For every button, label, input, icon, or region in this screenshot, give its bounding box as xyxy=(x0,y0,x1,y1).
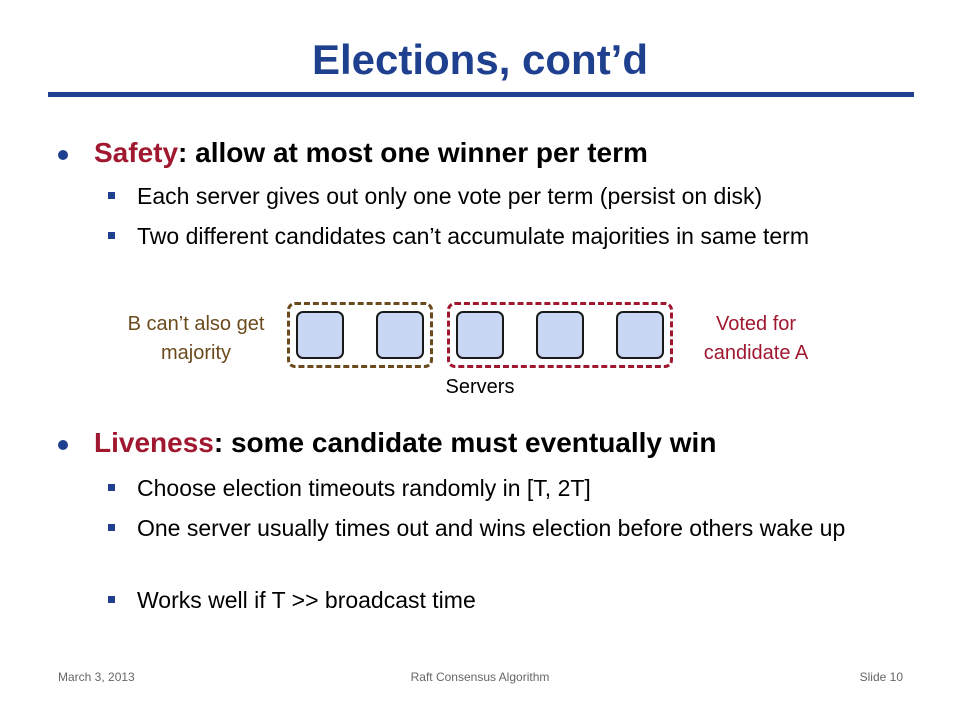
slide-title: Elections, cont’d xyxy=(311,36,649,83)
safety-subpoint xyxy=(108,180,888,212)
server-box xyxy=(616,311,664,359)
liveness-statement: : some candidate must eventually win xyxy=(213,427,717,458)
right-group-label: Voted for candidate A xyxy=(703,313,809,364)
square-bullet-icon xyxy=(108,596,115,603)
server-box xyxy=(296,311,344,359)
server-box xyxy=(376,311,424,359)
liveness-subpoint-text: One server usually times out and wins election before others wake up xyxy=(137,515,846,541)
liveness-subpoint-text: Choose election timeouts randomly in [T, 2T] xyxy=(137,475,591,501)
bullet-dot-icon xyxy=(58,150,68,160)
liveness-keyword: Liveness xyxy=(94,427,214,458)
safety-subpoint-text: Two different candidates can’t accumulate majorities in same term xyxy=(137,223,809,249)
liveness-subpoint xyxy=(108,584,888,616)
square-bullet-icon xyxy=(108,484,115,491)
square-bullet-icon xyxy=(108,192,115,199)
footer-slide-number: Slide 10 xyxy=(859,670,903,684)
footer-date: March 3, 2013 xyxy=(58,670,135,684)
liveness-subpoint-text: Works well if T >> broadcast time xyxy=(137,587,476,613)
safety-bullet-text xyxy=(94,137,648,169)
server-box xyxy=(456,311,504,359)
title-rule xyxy=(48,92,914,97)
left-group-label: B can’t also get majority xyxy=(127,313,265,364)
square-bullet-icon xyxy=(108,232,115,239)
server-box xyxy=(536,311,584,359)
liveness-bullet-text xyxy=(94,427,716,459)
square-bullet-icon xyxy=(108,524,115,531)
safety-subpoint xyxy=(108,220,888,252)
liveness-subpoint xyxy=(108,472,888,504)
footer-title: Raft Consensus Algorithm xyxy=(410,670,550,684)
safety-keyword: Safety xyxy=(94,137,179,168)
servers-caption: Servers xyxy=(445,376,515,398)
liveness-subpoint xyxy=(108,512,888,544)
safety-statement: : allow at most one winner per term xyxy=(178,137,648,168)
safety-subpoint-text: Each server gives out only one vote per term (persist on disk) xyxy=(137,183,763,209)
bullet-dot-icon xyxy=(58,440,68,450)
